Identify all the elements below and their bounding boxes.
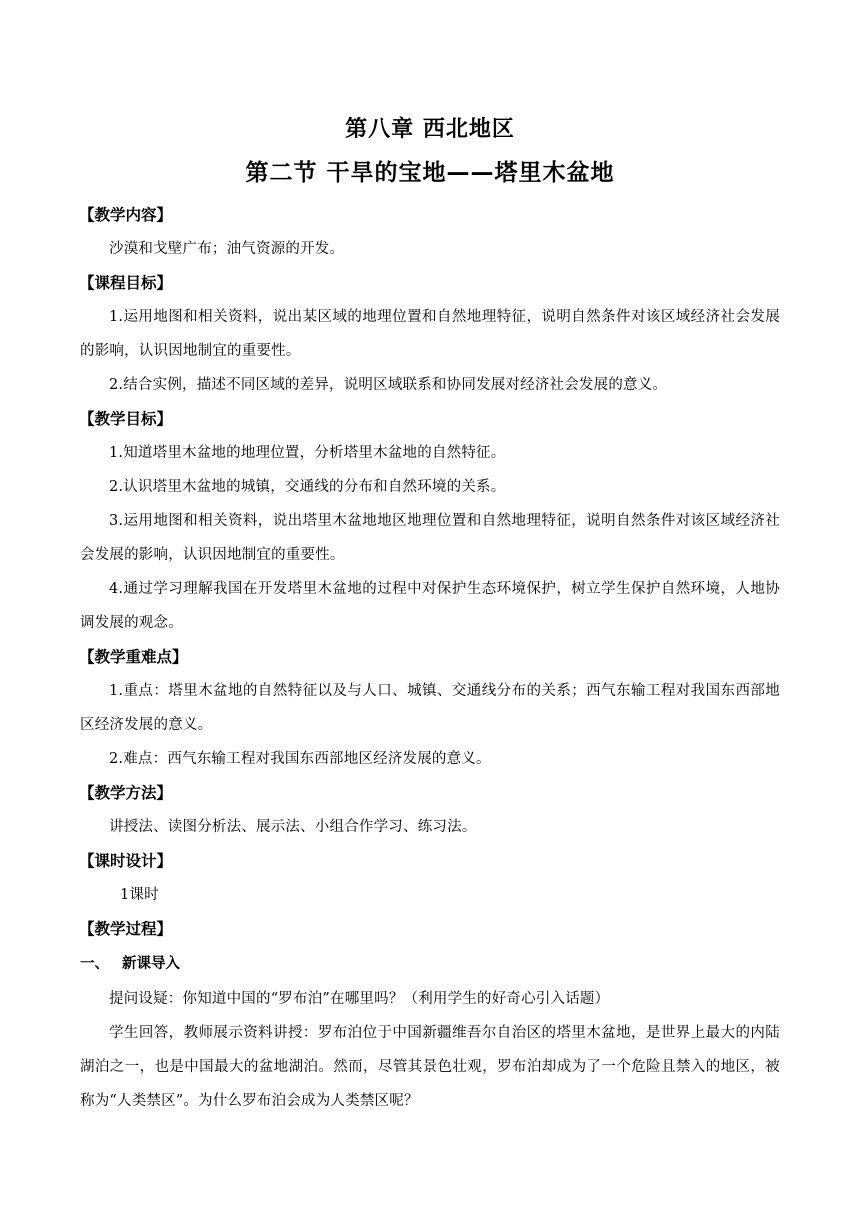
heading-class-schedule: 【课时设计】	[79, 852, 173, 870]
paragraph: 沙漠和戈壁广布；油气资源的开发。	[109, 241, 345, 257]
paragraph: 2.结合实例，描述不同区域的差异，说明区域联系和协同发展对经济社会发展的意义。	[109, 377, 668, 393]
heading-teaching-content: 【教学内容】	[79, 206, 173, 224]
paragraph: 2.认识塔里木盆地的城镇，交通线的分布和自然环境的关系。	[109, 479, 506, 495]
sub-heading-number: 一、	[80, 956, 109, 972]
section-title: 第二节 干旱的宝地——塔里木盆地	[245, 160, 615, 186]
sub-heading	[80, 946, 780, 982]
heading-key-points: 【教学重难点】	[79, 648, 188, 666]
paragraph: 2.难点：西气东输工程对我国东西部地区经济发展的意义。	[109, 751, 491, 767]
heading-teaching-methods: 【教学方法】	[79, 784, 173, 802]
paragraph: 提问设疑：你知道中国的“罗布泊”在哪里吗？（利用学生的好奇心引入话题）	[109, 991, 610, 1007]
paragraph: 1课时	[120, 887, 159, 903]
heading-teaching-goals: 【教学目标】	[79, 410, 173, 428]
heading-teaching-process: 【教学过程】	[79, 920, 173, 938]
heading-course-goals: 【课程目标】	[79, 274, 173, 292]
paragraph: 1.重点：塔里木盆地的自然特征以及与人口、城镇、交通线分布的关系；西气东输工程对我国东西部地区经济发展的意义。	[80, 683, 780, 733]
document-body	[80, 198, 780, 1118]
paragraph: 学生回答，教师展示资料讲授：罗布泊位于中国新疆维吾尔自治区的塔里木盆地，是世界上最大的内陆湖泊之一，也是中国最大的盆地湖泊。然而，尽管其景色壮观，罗布泊却成为了一个危险且禁入的地区，被称为“人类禁区”。为什么罗布泊会成为人类禁区呢？	[80, 1025, 780, 1109]
paragraph: 3.运用地图和相关资料，说出塔里木盆地地区地理位置和自然地理特征，说明自然条件对该区域经济社会发展的影响，认识因地制宜的重要性。	[80, 513, 780, 563]
paragraph: 讲授法、读图分析法、展示法、小组合作学习、练习法。	[109, 819, 477, 835]
paragraph: 4.通过学习理解我国在开发塔里木盆地的过程中对保护生态环境保护，树立学生保护自然环境，人地协调发展的观念。	[80, 581, 780, 631]
chapter-title: 第八章 西北地区	[345, 117, 515, 142]
paragraph: 1.运用地图和相关资料，说出某区域的地理位置和自然地理特征，说明自然条件对该区域经济社会发展的影响，认识因地制宜的重要性。	[80, 309, 780, 359]
sub-heading-label: 新课导入	[122, 956, 180, 972]
paragraph: 1.知道塔里木盆地的地理位置，分析塔里木盆地的自然特征。	[109, 445, 506, 461]
